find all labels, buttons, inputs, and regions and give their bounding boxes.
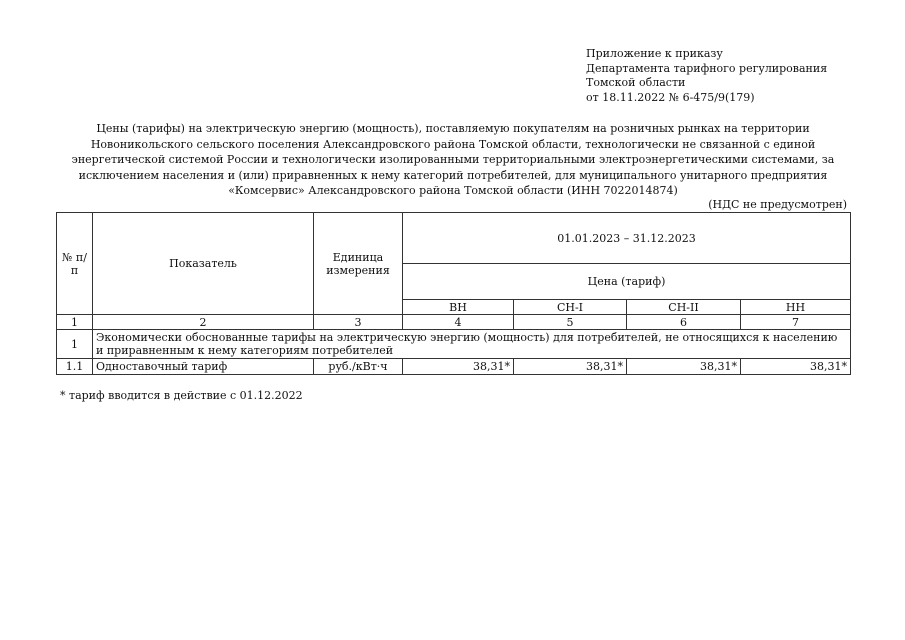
row-indicator: Одноставочный тариф [93, 359, 314, 375]
row-value-vn: 38,31* [403, 359, 514, 375]
tariff-table [56, 212, 851, 375]
column-number: 1 [57, 315, 93, 330]
header-row [57, 213, 851, 264]
header-level-nn: НН [741, 300, 851, 315]
header-period: 01.01.2023 – 31.12.2023 [403, 213, 851, 264]
vat-note: (НДС не предусмотрен) [708, 198, 847, 211]
row-unit: руб./кВт·ч [314, 359, 403, 375]
header-indicator: Показатель [93, 213, 314, 315]
appendix-line: Томской области [586, 76, 686, 89]
header-level-sn2: СН-II [627, 300, 741, 315]
header-num: № п/п [57, 213, 93, 315]
appendix-header [586, 47, 886, 105]
appendix-line: Приложение к приказу [586, 47, 723, 60]
column-number: 7 [741, 315, 851, 330]
column-numbers-row [57, 315, 851, 330]
header-level-vn: ВН [403, 300, 514, 315]
header-unit: Единица измерения [314, 213, 403, 315]
header-price: Цена (тариф) [403, 264, 851, 300]
row-value-sn2: 38,31* [627, 359, 741, 375]
column-number: 3 [314, 315, 403, 330]
appendix-order-date: от 18.11.2022 № 6-475/9(179) [586, 90, 755, 104]
row-value-nn: 38,31* [741, 359, 851, 375]
section-num: 1 [57, 330, 93, 359]
header-level-sn1: СН-I [514, 300, 627, 315]
document-title: Цены (тарифы) на электрическую энергию (мощность), поставляемую покупателям на розничных рынках на территории Новоникольского сельского поселения Александровского района Томской области, технологически не связанной с единой энергетической системой России и технологически изолированными территориальными электроэнергетическими системами, за исключением населения и (или) приравненных к нему категорий потребителей, для муниципального унитарного предприятия «Комсервис» Александровского района Томской области (ИНН 7022014874) [71, 122, 835, 197]
row-num: 1.1 [57, 359, 93, 375]
row-value-sn1: 38,31* [514, 359, 627, 375]
table-row [57, 359, 851, 375]
column-number: 4 [403, 315, 514, 330]
column-number: 6 [627, 315, 741, 330]
appendix-line: Департамента тарифного регулирования [586, 61, 828, 75]
section-text: Экономически обоснованные тарифы на электрическую энергию (мощность) для потребителей, не относящихся к населению и приравненным к нему категориям потребителей [93, 330, 851, 359]
column-number: 5 [514, 315, 627, 330]
section-row [57, 330, 851, 359]
footnote: * тариф вводится в действие с 01.12.2022 [60, 389, 303, 402]
column-number: 2 [93, 315, 314, 330]
